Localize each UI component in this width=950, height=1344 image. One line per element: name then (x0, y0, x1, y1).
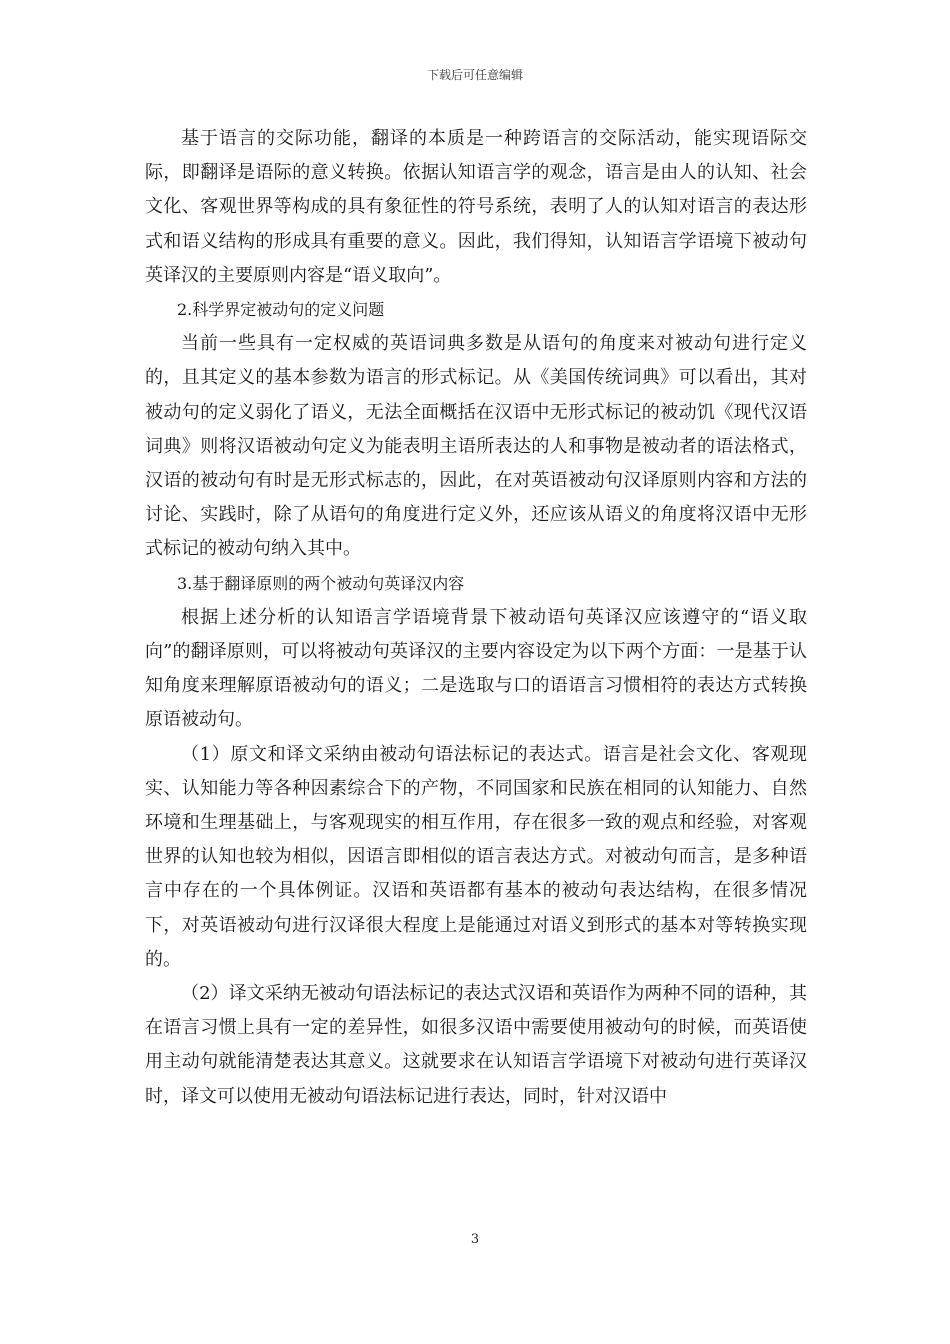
paragraph-marked-expression: （1）原文和译文采纳由被动句语法标记的表达式。语言是社会文化、客观现实、认知能力等各种因素综合下的产物，不同国家和民族在相同的认知能力、自然环境和生理基础上，与客观现实的相互作用，存在很多一致的观点和经验，对客观世界的认知也较为相似，因语言即相似的语言表达方式。对被动句而言，是多种语言中存在的一个具体例证。汉语和英语都有基本的被动句表达结构，在很多情况下，对英语被动句进行汉译很大程度上是能通过对语义到形式的基本对等转换实现的。 (145, 743, 807, 970)
page-header: 下载后可任意编辑 (426, 68, 523, 82)
paragraph-translation-nature: 基于语言的交际功能，翻译的本质是一种跨语言的交际活动，能实现语际交际，即翻译是语际的意义转换。依据认知语言学的观念，语言是由人的认知、社会文化、客观世界等构成的具有象征性的符号系统，表明了人的认知对语言的表达形式和语义结构的形成具有重要的意义。因此，我们得知，认知语言学语境下被动句英译汉的主要原则内容是“语义取向”。 (145, 128, 807, 286)
paragraph-passive-definition: 当前一些具有一定权威的英语词典多数是从语句的角度来对被动句进行定义的，且其定义的基本参数为语言的形式标记。从《美国传统词典》可以看出，其对被动句的定义弱化了语义，无法全面概括在汉语中无形式标记的被动饥《现代汉语词典》则将汉语被动句定义为能表明主语所表达的人和事物是被动者的语法格式，汉语的被动句有时是无形式标志的，因此，在对英语被动句汉译原则内容和方法的讨论、实践时，除了从语句的角度进行定义外，还应该从语义的角度将汉语中无形式标记的被动句纳入其中。 (145, 333, 807, 560)
paragraph-translation-content: 根据上述分析的认知语言学语境背景下被动语句英译汉应该遵守的“语义取向”的翻译原则，可以将被动句英译汉的主要内容设定为以下两个方面：一是基于认知角度来理解原语被动句的语义；二是选取与口的语语言习惯相符的表达方式转换原语被动句。 (145, 606, 807, 731)
page-number: 3 (470, 1232, 480, 1247)
section-heading-3: 3.基于翻译原则的两个被动句英译汉内容 (177, 573, 465, 593)
paragraph-unmarked-expression: （2）译文采纳无被动句语法标记的表达式汉语和英语作为两种不同的语种，其在语言习惯上具有一定的差异性，如很多汉语中需要使用被动句的时候，而英语使用主动句就能清楚表达其意义。这就要求在认知语言学语境下对被动句进行英译汉时，译文可以使用无被动句语法标记进行表达，同时，针对汉语中 (145, 983, 807, 1107)
document-body (145, 122, 807, 1114)
section-heading-2: 2.科学界定被动句的定义问题 (177, 300, 385, 320)
